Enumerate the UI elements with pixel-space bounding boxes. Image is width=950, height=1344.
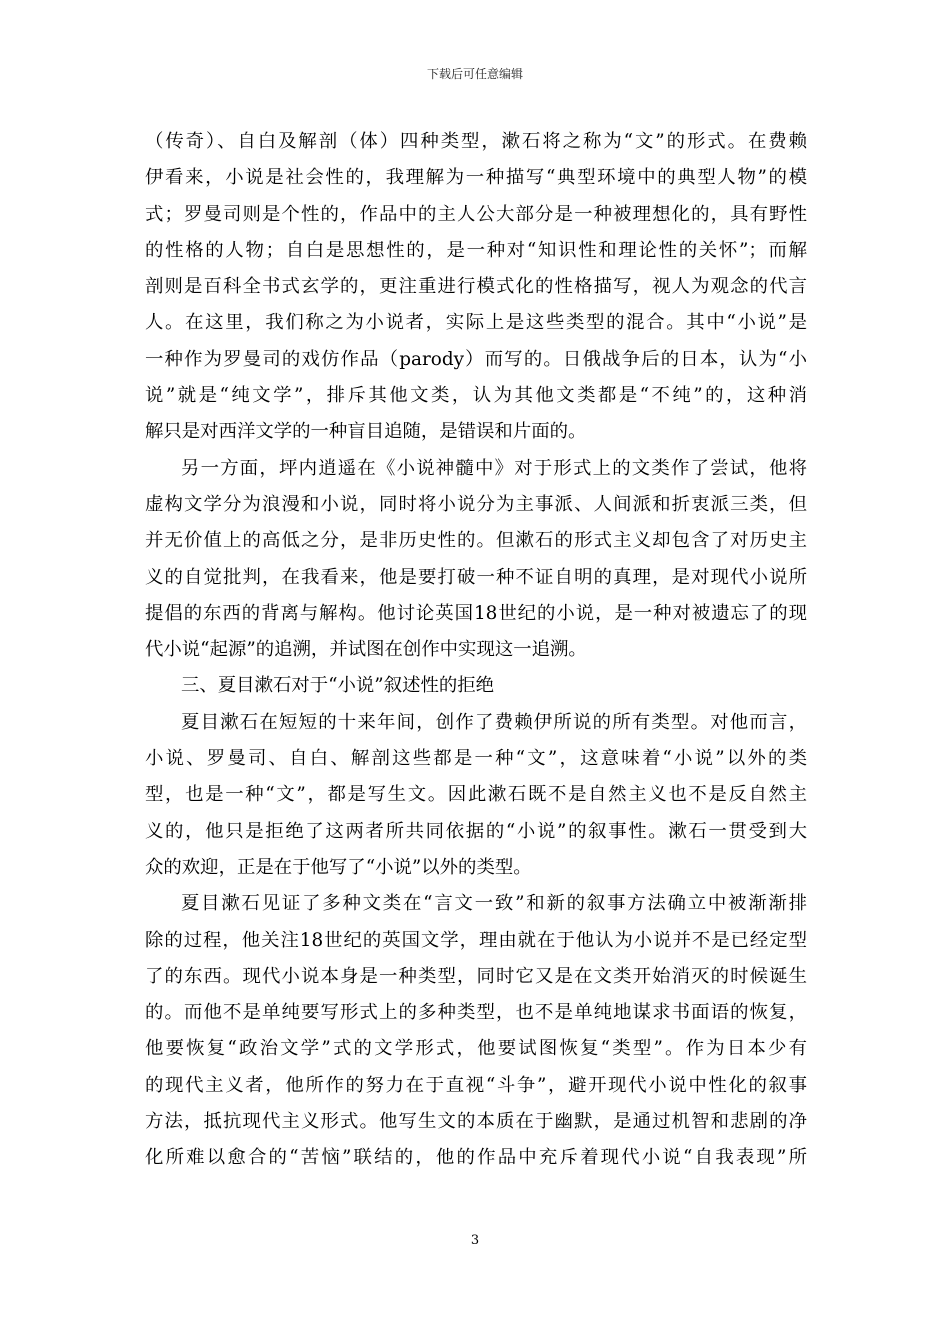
paragraph-2 — [145, 451, 807, 669]
text-line: 除的过程，他关注18世纪的英国文学，理由就在于他认为小说并不是已经定型 — [145, 929, 807, 951]
section-heading — [145, 668, 807, 704]
text-line: 夏目漱石见证了多种文类在“言文一致”和新的叙事方法确立中被渐渐排 — [181, 893, 807, 915]
text-line: 剖则是百科全书式玄学的，更注重进行模式化的性格描写，视人为观念的代言 — [145, 276, 807, 298]
text-line: 提倡的东西的背离与解构。他讨论英国18世纪的小说，是一种对被遗忘了的现 — [145, 602, 807, 624]
text-line: 方法，抵抗现代主义形式。他写生文的本质在于幽默，是通过机智和悲剧的净 — [145, 1111, 807, 1133]
page-number: 3 — [470, 1233, 480, 1248]
paragraph-3 — [145, 705, 807, 886]
document-body — [145, 124, 807, 1177]
text-line: 夏目漱石在短短的十来年间，创作了费赖伊所说的所有类型。对他而言， — [181, 711, 807, 733]
text-line: 众的欢迎，正是在于他写了“小说”以外的类型。 — [145, 856, 532, 878]
text-line: 义的，他只是拒绝了这两者所共同依据的“小说”的叙事性。漱石一贯受到大 — [145, 820, 807, 842]
text-line: 解只是对西洋文学的一种盲目追随，是错误和片面的。 — [145, 421, 587, 443]
text-line: 小说、罗曼司、自白、解剖这些都是一种“文”，这意味着“小说”以外的类 — [145, 748, 807, 770]
text-line: 说”就是“纯文学”，排斥其他文类，认为其他文类都是“不纯”的，这种消 — [145, 385, 807, 407]
text-line: 的。而他不是单纯要写形式上的多种类型，也不是单纯地谋求书面语的恢复， — [145, 1002, 807, 1024]
paragraph-1 — [145, 124, 807, 451]
text-line: 并无价值上的高低之分，是非历史性的。但漱石的形式主义却包含了对历史主 — [145, 530, 807, 552]
text-line: 一种作为罗曼司的戏仿作品（parody）而写的。日俄战争后的日本，认为“小 — [145, 348, 807, 370]
text-line: 伊看来，小说是社会性的，我理解为一种描写“典型环境中的典型人物”的模 — [145, 167, 807, 189]
text-line: 了的东西。现代小说本身是一种类型，同时它又是在文类开始消灭的时候诞生 — [145, 965, 807, 987]
text-line: 代小说“起源”的追溯，并试图在创作中实现这一追溯。 — [145, 639, 587, 661]
text-line: 型，也是一种“文”，都是写生文。因此漱石既不是自然主义也不是反自然主 — [145, 784, 807, 806]
paragraph-4 — [145, 886, 807, 1176]
text-line: （传奇）、自白及解剖（体）四种类型，漱石将之称为“文”的形式。在费赖 — [145, 131, 807, 152]
text-line: 的现代主义者，他所作的努力在于直视“斗争”，避开现代小说中性化的叙事 — [145, 1074, 807, 1096]
page-header: 下载后可任意编辑 — [426, 67, 523, 81]
text-line: 另一方面，坪内逍遥在《小说神髓中》对于形式上的文类作了尝试，他将 — [181, 457, 807, 479]
text-line: 虚构文学分为浪漫和小说，同时将小说分为主事派、人间派和折衷派三类，但 — [145, 493, 807, 515]
text-line: 人。在这里，我们称之为小说者，实际上是这些类型的混合。其中“小说”是 — [145, 312, 807, 334]
text-line: 义的自觉批判，在我看来，他是要打破一种不证自明的真理，是对现代小说所 — [145, 566, 807, 588]
text-line: 的性格的人物；自白是思想性的，是一种对“知识性和理论性的关怀”；而解 — [145, 239, 807, 261]
text-line: 式；罗曼司则是个性的，作品中的主人公大部分是一种被理想化的，具有野性 — [145, 203, 807, 225]
section-heading-text: 三、夏目漱石对于“小说”叙述性的拒绝 — [181, 675, 495, 697]
text-line: 化所难以愈合的“苦恼”联结的，他的作品中充斥着现代小说“自我表现”所 — [145, 1147, 807, 1169]
text-line: 他要恢复“政治文学”式的文学形式，他要试图恢复“类型”。作为日本少有 — [145, 1038, 807, 1060]
